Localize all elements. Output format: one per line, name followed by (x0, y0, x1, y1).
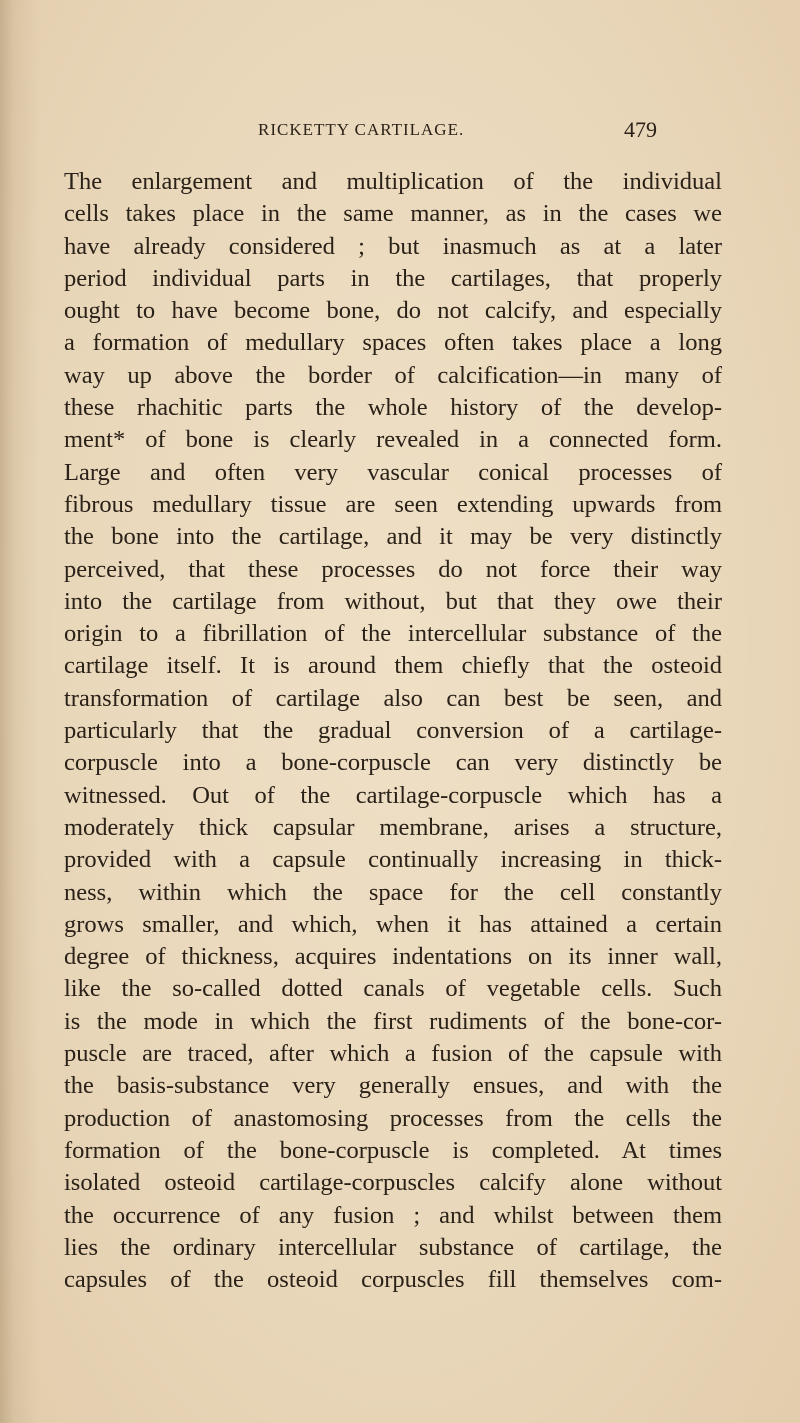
text-line: isolated osteoid cartilage-corpuscles calcify alone without (64, 1169, 722, 1197)
text-line: cells takes place in the same manner, as in the cases we (64, 200, 722, 228)
body-text (64, 166, 722, 1296)
text-line: period individual parts in the cartilages, that properly (64, 264, 722, 292)
text-line: the basis-substance very generally ensues, and with the (64, 1072, 722, 1100)
text-line: fibrous medullary tissue are seen extending upwards from (64, 490, 722, 518)
text-line: cartilage itself. It is around them chiefly that the osteoid (64, 652, 722, 680)
text-line: ment* of bone is clearly revealed in a connected form. (64, 426, 722, 454)
text-line: ness, within which the space for the cell constantly (64, 878, 722, 906)
page-number: 479 (624, 117, 657, 142)
text-line: puscle are traced, after which a fusion of the capsule with (64, 1040, 722, 1068)
text-line: into the cartilage from without, but that they owe their (64, 587, 722, 615)
text-line: particularly that the gradual conversion of a cartilage- (64, 717, 722, 745)
text-line: have already considered ; but inasmuch as at a later (64, 232, 722, 260)
text-line: the occurrence of any fusion ; and whilst between them (64, 1201, 722, 1229)
text-line: like the so-called dotted canals of vegetable cells. Such (64, 975, 722, 1003)
text-line: degree of thickness, acquires indentations on its inner wall, (64, 943, 722, 971)
text-line: perceived, that these processes do not force their way (64, 555, 722, 583)
text-line: production of anastomosing processes from the cells the (64, 1104, 722, 1132)
text-line: corpuscle into a bone-corpuscle can very distinctly be (64, 749, 722, 777)
text-line: capsules of the osteoid corpuscles fill themselves com- (64, 1266, 722, 1294)
text-line: origin to a fibrillation of the intercellular substance of the (64, 620, 722, 648)
text-line: is the mode in which the first rudiments of the bone-cor- (64, 1007, 722, 1035)
text-line: these rhachitic parts the whole history of the develop- (64, 394, 722, 422)
text-line: grows smaller, and which, when it has attained a certain (64, 910, 722, 938)
text-line: way up above the border of calcification—in many of (64, 361, 722, 389)
text-line: the bone into the cartilage, and it may be very distinctly (64, 523, 722, 551)
text-line: moderately thick capsular membrane, arises a structure, (64, 813, 722, 841)
text-line: a formation of medullary spaces often takes place a long (64, 329, 722, 357)
text-line: formation of the bone-corpuscle is completed. At times (64, 1136, 722, 1164)
text-line: provided with a capsule continually increasing in thick- (64, 846, 722, 874)
text-line: Large and often very vascular conical processes of (64, 458, 722, 486)
text-line: ought to have become bone, do not calcify, and especially (64, 297, 722, 325)
text-line: transformation of cartilage also can best be seen, and (64, 684, 722, 712)
text-line: The enlargement and multiplication of the individual (64, 168, 722, 195)
running-title: RICKETTY CARTILAGE. (258, 120, 465, 139)
text-line: witnessed. Out of the cartilage-corpuscle which has a (64, 781, 722, 809)
text-line: lies the ordinary intercellular substance of cartilage, the (64, 1233, 722, 1261)
